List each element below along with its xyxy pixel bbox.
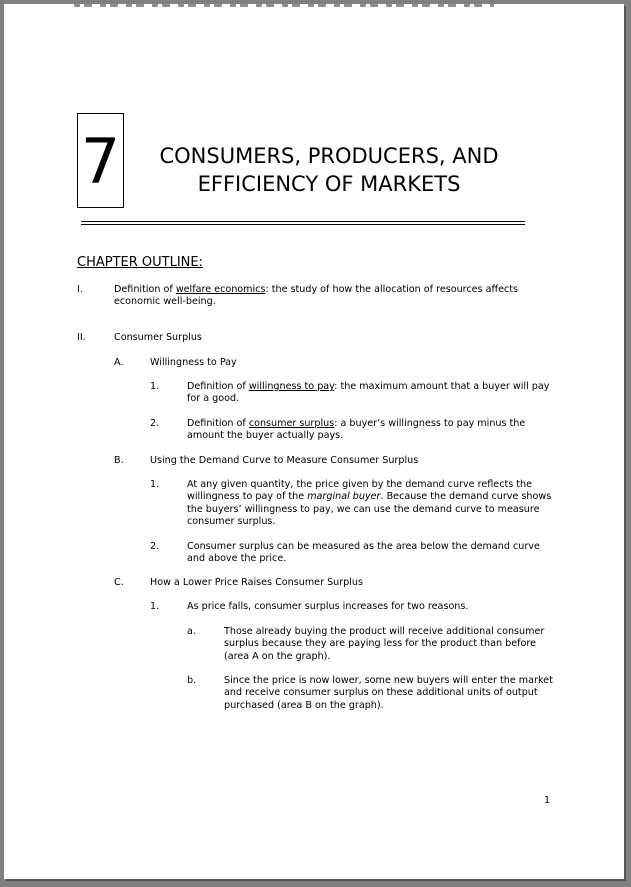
- subsection-B-title: Using the Demand Curve to Measure Consumer Surplus: [150, 455, 419, 466]
- chapter-title-line2: EFFICIENCY OF MARKETS: [197, 172, 461, 196]
- chapter-number-box: 7: [77, 113, 124, 208]
- B1-number: 1.: [150, 479, 160, 490]
- C1b-text: Since the price is now lower, some new buyers will enter the market and receive consumer surplus on these additional units of output purchased (area B on the graph).: [224, 675, 553, 711]
- term-willingness-to-pay: willingness to pay: [248, 381, 335, 392]
- C1a-text: Those already buying the product will receive additional consumer surplus because they are paying less for the product than before (area A on the graph).: [224, 626, 545, 662]
- B2-number: 2.: [150, 541, 160, 552]
- C1a-letter: a.: [187, 626, 196, 637]
- chapter-title-line1: CONSUMERS, PRODUCERS, AND: [159, 144, 499, 168]
- C1-number: 1.: [150, 601, 160, 612]
- subsection-letter-B: B.: [114, 455, 124, 466]
- term-welfare-economics: welfare economics: [175, 284, 266, 295]
- A1-number: 1.: [150, 381, 160, 392]
- C1b-letter: b.: [187, 675, 197, 686]
- chapter-title: [134, 142, 524, 198]
- subsection-letter-C: C.: [114, 577, 124, 588]
- A2-number: 2.: [150, 418, 160, 429]
- outline-heading: CHAPTER OUTLINE:: [77, 255, 203, 270]
- B1-text: At any given quantity, the price given by the demand curve reflects the willingness to pay of the marginal buyer. Because the demand curve shows the buyers’ willingness to pay, we can use the demand curve to measure consumer surplus.: [187, 479, 552, 528]
- B2-text: Consumer surplus can be measured as the area below the demand curve and above the price.: [187, 541, 540, 565]
- A2-text: Definition of consumer surplus: a buyer’s willingness to pay minus the amount the buyer actually pays.: [187, 418, 526, 442]
- page-number: 1: [544, 795, 551, 806]
- document-page: [4, 4, 624, 879]
- section-I-text: Definition of welfare economics: the study of how the allocation of resources affects economic well-being.: [114, 284, 519, 308]
- title-rule-top: [81, 221, 525, 222]
- term-consumer-surplus: consumer surplus: [248, 418, 335, 429]
- subsection-letter-A: A.: [114, 357, 124, 368]
- C1-text: As price falls, consumer surplus increases for two reasons.: [187, 601, 469, 612]
- section-numeral-I: I.: [77, 284, 83, 295]
- A1-text: Definition of willingness to pay: the maximum amount that a buyer will pay for a good.: [187, 381, 550, 405]
- subsection-A-title: Willingness to Pay: [150, 357, 237, 368]
- term-marginal-buyer: marginal buyer: [307, 491, 381, 503]
- section-II-title: Consumer Surplus: [114, 332, 202, 343]
- title-rule-bottom: [81, 224, 525, 225]
- section-numeral-II: II.: [77, 332, 86, 343]
- subsection-C-title: How a Lower Price Raises Consumer Surplus: [150, 577, 364, 588]
- top-edge-remnant: [74, 4, 494, 7]
